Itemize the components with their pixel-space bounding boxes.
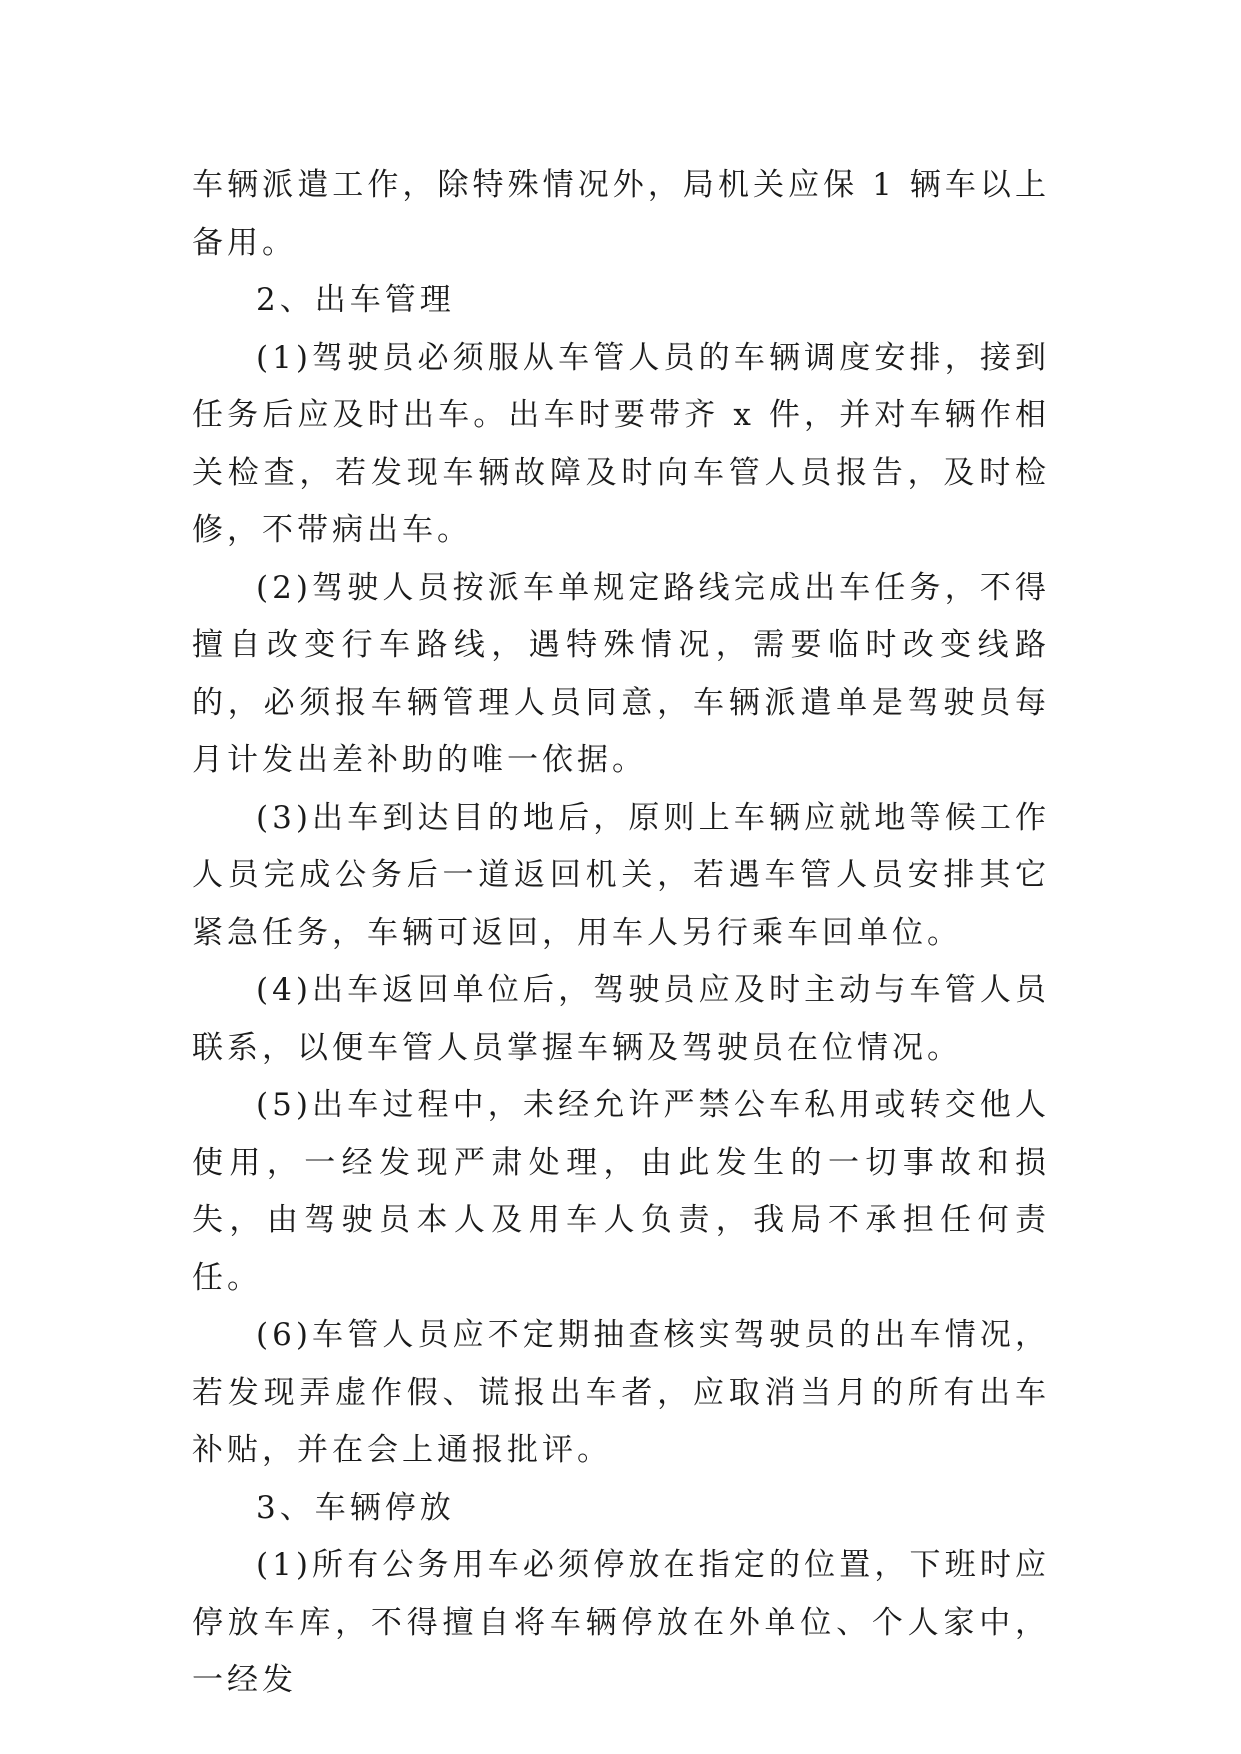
paragraph-item-3: (3)出车到达目的地后，原则上车辆应就地等候工作人员完成公务后一道返回机关，若遇车管人员安排其它紧急任务，车辆可返回，用车人另行乘车回单位。 <box>192 799 1050 951</box>
paragraph-continuation: 车辆派遣工作，除特殊情况外，局机关应保 1 辆车以上备用。 <box>192 167 1050 261</box>
paragraph-item-4: (4)出车返回单位后，驾驶员应及时主动与车管人员联系，以便车管人员掌握车辆及驾驶员在位情况。 <box>192 972 1050 1066</box>
paragraph-item-2: (2)驾驶人员按派车单规定路线完成出车任务，不得擅自改变行车路线，遇特殊情况，需要临时改变线路的，必须报车辆管理人员同意，车辆派遣单是驾驶员每月计发出差补助的唯一依据。 <box>192 569 1050 778</box>
paragraph-item-6: (6)车管人员应不定期抽查核实驾驶员的出车情况，若发现弄虚作假、谎报出车者，应取消当月的所有出车补贴，并在会上通报批评。 <box>192 1317 1050 1468</box>
paragraph-item-5: (5)出车过程中，未经允许严禁公车私用或转交他人使用，一经发现严肃处理，由此发生的一切事故和损失，由驾驶员本人及用车人负责，我局不承担任何责任。 <box>192 1087 1050 1296</box>
document-body <box>192 157 1050 1710</box>
section-heading-vehicle-parking: 3、车辆停放 <box>256 1489 455 1526</box>
paragraph-item-parking-1: (1)所有公务用车必须停放在指定的位置，下班时应停放车库，不得擅自将车辆停放在外单位、个人家中，一经发 <box>192 1547 1050 1698</box>
paragraph-item-1: (1)驾驶员必须服从车管人员的车辆调度安排，接到任务后应及时出车。出车时要带齐 x 件，并对车辆作相关检查，若发现车辆故障及时向车管人员报告，及时检修，不带病出车。 <box>192 339 1050 548</box>
section-heading-vehicle-dispatch: 2、出车管理 <box>256 282 455 318</box>
